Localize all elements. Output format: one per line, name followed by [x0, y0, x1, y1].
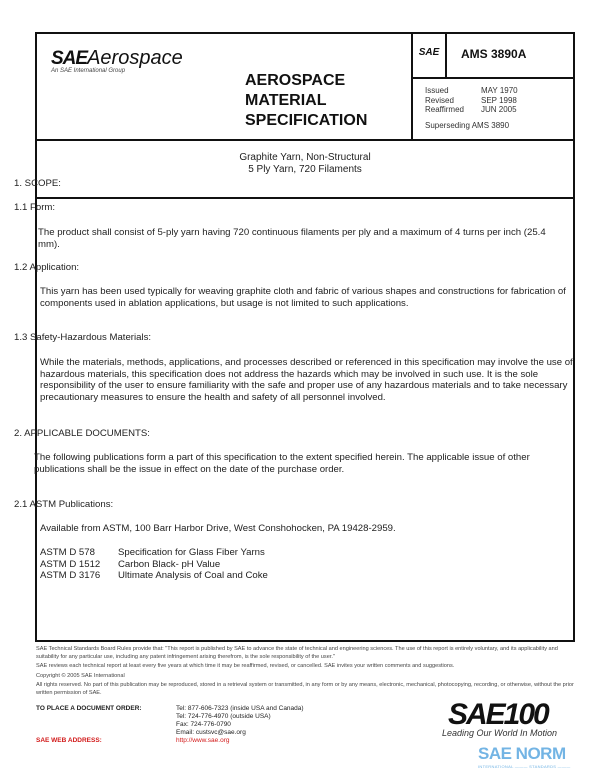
doc-type-title [245, 71, 367, 131]
header-right [413, 34, 573, 141]
order-fax: Fax: 724-776-0790 [176, 721, 231, 728]
section-text: Available from ASTM, 100 Barr Harbor Drive, West Conshohocken, PA 19428-2959. [40, 523, 396, 534]
subject-line: 5 Ply Yarn, 720 Filaments [248, 164, 362, 175]
superseding-note: Superseding AMS 3890 [425, 120, 510, 130]
subject-line: Graphite Yarn, Non-Structural [239, 152, 371, 163]
sae-aerospace-logo [51, 47, 183, 74]
doc-number-box [413, 34, 573, 79]
order-email[interactable]: Email: custsvc@sae.org [176, 729, 246, 736]
sae100-mark: SAE100 [448, 698, 548, 731]
publication-title: Ultimate Analysis of Coal and Coke [118, 570, 268, 581]
publication-title: Carbon Black- pH Value [118, 558, 221, 570]
publication-code: ASTM D 578 [40, 547, 95, 558]
section-heading: 1.1 Form: [14, 202, 56, 213]
date-label: Revised [425, 95, 454, 105]
subject-block [37, 141, 573, 199]
sae-norm-watermark [478, 744, 571, 769]
publication-code: ASTM D 1512 [40, 558, 101, 570]
publication-list [40, 547, 268, 582]
publication-item [40, 559, 268, 571]
doc-type-line: SPECIFICATION [245, 112, 368, 129]
publication-item [40, 547, 268, 559]
publication-item [40, 570, 268, 582]
sae100-logo [442, 698, 558, 738]
doc-type-line: MATERIAL [245, 92, 327, 109]
order-phone: Tel: 877-606-7323 (inside USA and Canada) [176, 705, 304, 712]
legal-notice [36, 646, 581, 699]
sae-mark-icon: SAE [413, 34, 447, 77]
doc-number: AMS 3890A [461, 47, 527, 61]
section-heading: 2. APPLICABLE DOCUMENTS: [14, 428, 150, 439]
section-text: This yarn has been used typically for weaving graphite cloth and fabric of various shapes and constructions for fabrication of components used in ablation applications, but usage is not limited to such applications. [40, 286, 566, 309]
header-left [37, 34, 413, 141]
section-text: The product shall consist of 5-ply yarn having 720 continuous filaments per ply and a maximum of 4 turns per inch (25.4 mm). [38, 227, 546, 250]
section-heading: 2.1 ASTM Publications: [14, 499, 114, 510]
order-phone: Tel: 724-776-4970 (outside USA) [176, 713, 271, 720]
watermark-subtext: INTERNATIONAL ——— STANDARDS ——— [478, 764, 571, 769]
doc-type-line: AEROSPACE [245, 72, 346, 89]
date-label: Issued [425, 86, 449, 95]
web-address-link[interactable]: http://www.sae.org [176, 737, 230, 744]
copyright-text: Copyright © 2005 SAE International [36, 672, 125, 679]
section-heading: 1. SCOPE: [14, 178, 61, 189]
publication-code: ASTM D 3176 [40, 570, 101, 581]
web-address-label: SAE WEB ADDRESS: [36, 737, 102, 744]
section-text: The following publications form a part of this specification to the extent specified herein. The applicable issue of other publications shall be the issue in effect on the date of the purchase order. [34, 452, 530, 475]
date-block [425, 86, 518, 130]
sae100-tagline: Leading Our World In Motion [442, 728, 558, 738]
section-heading: 1.3 Safety-Hazardous Materials: [14, 332, 152, 343]
watermark-text: SAE NORM [478, 744, 566, 763]
rights-text: All rights reserved. No part of this publication may be reproduced, stored in a retrieval system or transmitted, in any form or by any means, electronic, mechanical, photocopying, recording, or otherwise, without the prior written permission of SAE. [36, 682, 574, 696]
date-value: SEP 1998 [481, 95, 517, 105]
review-text: SAE reviews each technical report at least every five years at which time it may be reaffirmed, revised, or cancelled. SAE invites your written comments and suggestions. [36, 663, 455, 669]
logo-subtitle: An SAE International Group [51, 68, 126, 74]
date-value: MAY 1970 [481, 86, 518, 95]
section-text: While the materials, methods, applications, and processes described or referenced in this specification may involve the use of hazardous materials, this specification does not address the hazards which may be involved in such use. It is the sole responsibility of the user to ensure familiarity with the safe and proper use of any hazardous materials and to take necessary precautionary measures to ensure the health and safety of all personnel involved. [40, 357, 573, 403]
publication-title: Specification for Glass Fiber Yarns [118, 547, 265, 558]
date-label: Reaffirmed [425, 105, 464, 114]
order-label: TO PLACE A DOCUMENT ORDER: [36, 705, 142, 712]
section-heading: 1.2 Application: [14, 262, 80, 273]
standards-rules-text: SAE Technical Standards Board Rules provide that: "This report is published by SAE to advance the state of technical and engineering sciences. The use of this report is entirely voluntary, and its applicability and suitability for any particular use, including any patent infringement arising therefrom, is the sole responsibility of the user." [36, 646, 558, 660]
logo-name: Aerospace [87, 47, 183, 69]
date-value: JUN 2005 [481, 105, 517, 114]
logo-brand: SAE [51, 48, 88, 69]
